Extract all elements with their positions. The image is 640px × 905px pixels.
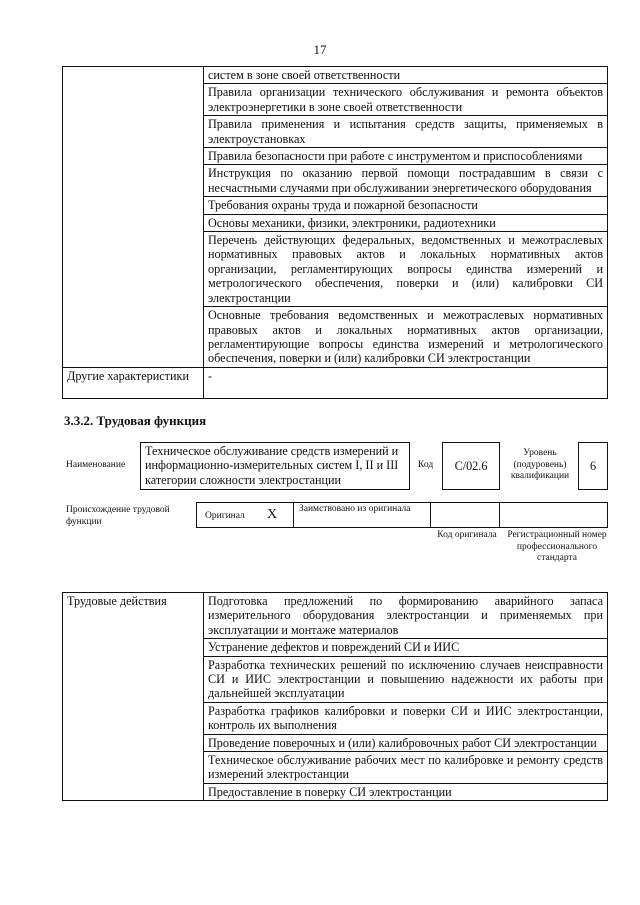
section-title: 3.3.2. Трудовая функция bbox=[64, 413, 207, 428]
code-label: Код bbox=[418, 460, 434, 470]
function-name-value: Техническое обслуживание средств измерений и информационно-измерительных систем I, II и III категории сложности электростанции bbox=[145, 444, 399, 487]
actions-label: Трудовые действия bbox=[63, 593, 204, 801]
divider bbox=[293, 503, 294, 527]
borrowed-label: Заимствовано из оригинала bbox=[299, 504, 411, 514]
table-row: Правила организации технического обслуживания и ремонта объектов электроэнергетики в зоне своей ответственности bbox=[204, 84, 608, 116]
code-value: C/02.6 bbox=[454, 458, 488, 473]
actions-table bbox=[62, 592, 608, 801]
code-box bbox=[442, 442, 500, 490]
original-mark: X bbox=[267, 507, 278, 522]
table-row: Основы механики, физики, электроники, радиотехники bbox=[204, 214, 608, 231]
origin-row bbox=[196, 502, 608, 528]
function-name-box bbox=[140, 442, 410, 490]
reg-number-label: Регистрационный номер профессионального стандарта bbox=[507, 530, 607, 563]
table-row: Устранение дефектов и повреждений СИ и ИИС bbox=[204, 639, 608, 656]
table-row: Правила применения и испытания средств защиты, применяемых в электроустановках bbox=[204, 116, 608, 148]
name-label: Наименование bbox=[66, 460, 126, 470]
page-number: 17 bbox=[313, 42, 327, 57]
table-row: Разработка технических решений по исключению случаев неисправности СИ и ИИС электростанции и повышению надежности их работы при дальнейшей эксплуатации bbox=[204, 656, 608, 702]
table-row: Перечень действующих федеральных, ведомственных и межотраслевых нормативных правовых актов и локальных нормативных актов организации, регламентирующих вопросы единства измерений и метрологического обеспечения, поверки и (или) калибровки СИ электростанции bbox=[204, 232, 608, 307]
knowledge-table bbox=[62, 66, 608, 399]
other-characteristics-value: - bbox=[204, 367, 608, 398]
table-row: Требования охраны труда и пожарной безопасности bbox=[204, 197, 608, 214]
table-row: Основные требования ведомственных и межотраслевых нормативных правовых актов и локальных нормативных актов организации, регламентирующие вопросы единства измерений и метрологического обеспечения, поверки и (или) калибровки СИ электростанции bbox=[204, 307, 608, 368]
divider bbox=[430, 503, 431, 527]
level-label: Уровень (подуровень) квалификации bbox=[510, 448, 570, 481]
divider bbox=[499, 503, 500, 527]
other-characteristics-label: Другие характеристики bbox=[63, 367, 204, 398]
table-row: Предоставление в поверку СИ электростанции bbox=[204, 783, 608, 800]
table-row: Проведение поверочных и (или) калибровочных работ СИ электростанции bbox=[204, 734, 608, 751]
table-row: Разработка графиков калибровки и поверки СИ и ИИС электростанции, контроль их выполнения bbox=[204, 702, 608, 734]
table-row: Правила безопасности при работе с инструментом и приспособлениями bbox=[204, 148, 608, 165]
code-original-label: Код оригинала bbox=[437, 530, 497, 540]
table-row: систем в зоне своей ответственности bbox=[204, 67, 608, 84]
table-row: Подготовка предложений по формированию аварийного запаса измерительного оборудования электростанции и применяемых при эксплуатации и монтаже материалов bbox=[204, 593, 608, 639]
original-label: Оригинал bbox=[205, 511, 245, 521]
table-row: Инструкция по оказанию первой помощи пострадавшим в связи с несчастными случаями при обслуживании энергетического оборудования bbox=[204, 165, 608, 197]
table-label-cell bbox=[63, 67, 204, 368]
level-box bbox=[578, 442, 608, 490]
table-row: Техническое обслуживание рабочих мест по калибровке и ремонту средств измерений электростанции bbox=[204, 752, 608, 784]
origin-label: Происхождение трудовой функции bbox=[66, 505, 170, 527]
level-value: 6 bbox=[589, 458, 597, 473]
